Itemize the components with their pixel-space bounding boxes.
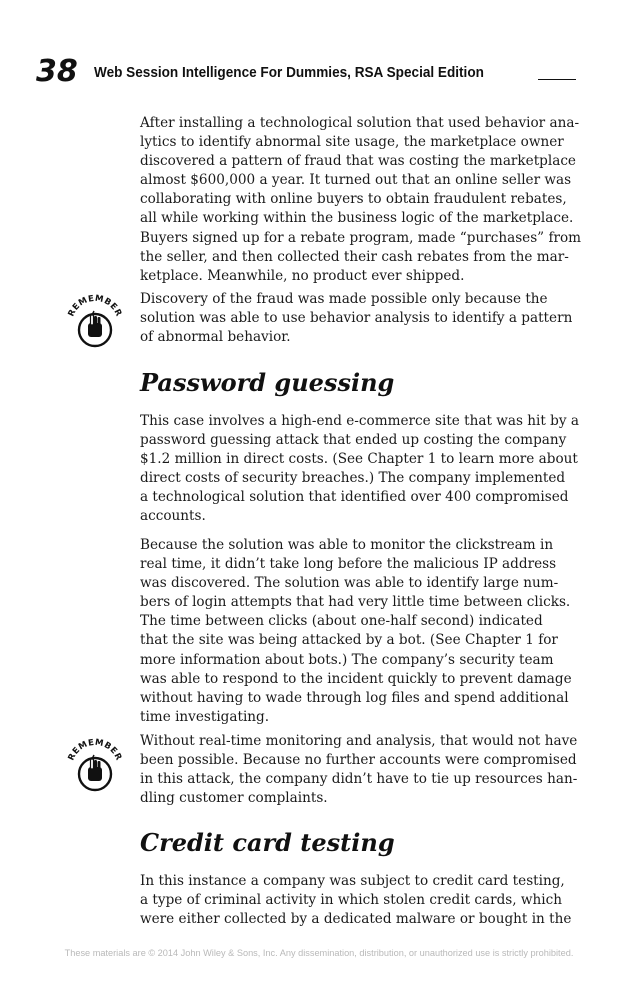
header-rule	[538, 79, 576, 80]
text-line: solution was able to use behavior analysis to identify a pattern	[140, 310, 573, 327]
paragraph-clickstream	[140, 536, 580, 727]
text-line: dling customer complaints.	[140, 790, 328, 807]
text-line: direct costs of security breaches.) The company implemented	[140, 470, 566, 487]
text-line: Buyers signed up for a rebate program, made “purchases” from	[140, 229, 582, 246]
text-line: a technological solution that identified over 400 compromised	[140, 489, 569, 506]
remember-icon-label: REMEMBER	[66, 293, 124, 319]
paragraph-password-attack	[140, 412, 580, 527]
remember-icon	[62, 730, 128, 796]
remember-icon-label: REMEMBER	[66, 737, 124, 763]
text-line: In this instance a company was subject to credit card testing,	[140, 873, 565, 889]
text-line: accounts.	[140, 508, 206, 525]
page-number: 38	[36, 54, 78, 89]
text-line: collaborating with online buyers to obtain fraudulent rebates,	[140, 191, 567, 208]
text-line: that the site was being attacked by a bot. (See Chapter 1 for	[140, 632, 558, 649]
text-line: lytics to identify abnormal site usage, the marketplace owner	[140, 134, 564, 151]
text-line: of abnormal behavior.	[140, 329, 291, 346]
text-line: discovered a pattern of fraud that was costing the marketplace	[140, 153, 576, 170]
heading-password-guessing: Password guessing	[140, 368, 395, 397]
running-title: Web Session Intelligence For Dummies, RSA Special Edition	[94, 65, 484, 81]
text-line: been possible. Because no further accounts were compromised	[140, 752, 577, 769]
text-line: more information about bots.) The company’s security team	[140, 651, 554, 668]
text-line: without having to wade through log files and spend additional	[140, 689, 569, 706]
text-line: bers of login attempts that had very little time between clicks.	[140, 594, 571, 611]
paragraph-credit-card	[140, 872, 580, 929]
text-line: This case involves a high-end e-commerce site that was hit by a	[140, 413, 579, 429]
text-line: in this attack, the company didn’t have to tie up resources han-	[140, 771, 578, 788]
text-line: Without real-time monitoring and analysis, that would not have	[140, 733, 578, 749]
paragraph-marketplace-fraud	[140, 114, 580, 286]
text-line: Because the solution was able to monitor the clickstream in	[140, 537, 554, 553]
remember-note-fraud	[140, 290, 580, 347]
text-line: was discovered. The solution was able to identify large num-	[140, 575, 559, 592]
text-line: were either collected by a dedicated malware or bought in the	[140, 911, 572, 928]
text-line: real time, it didn’t take long before the malicious IP address	[140, 556, 557, 573]
remember-icon	[62, 286, 128, 352]
text-line: almost $600,000 a year. It turned out that an online seller was	[140, 172, 572, 189]
copyright-footer: These materials are © 2014 John Wiley & Sons, Inc. Any dissemination, distribution, or unauthorized use is strictly prohibited.	[64, 948, 574, 958]
text-line: $1.2 million in direct costs. (See Chapter 1 to learn more about	[140, 451, 578, 468]
text-line: all while working within the business logic of the marketplace.	[140, 210, 574, 227]
text-line: ketplace. Meanwhile, no product ever shipped.	[140, 267, 465, 284]
text-line: Discovery of the fraud was made possible only because the	[140, 291, 548, 307]
remember-note-monitoring	[140, 732, 580, 808]
text-line: After installing a technological solution that used behavior ana-	[140, 115, 580, 131]
heading-credit-card-testing: Credit card testing	[140, 828, 395, 857]
text-line: the seller, and then collected their cash rebates from the mar-	[140, 248, 569, 265]
text-line: a type of criminal activity in which stolen credit cards, which	[140, 892, 562, 909]
text-line: The time between clicks (about one-half second) indicated	[140, 613, 543, 630]
text-line: password guessing attack that ended up costing the company	[140, 432, 567, 449]
text-line: time investigating.	[140, 708, 270, 725]
text-line: was able to respond to the incident quickly to prevent damage	[140, 670, 572, 687]
page-header	[36, 54, 576, 90]
